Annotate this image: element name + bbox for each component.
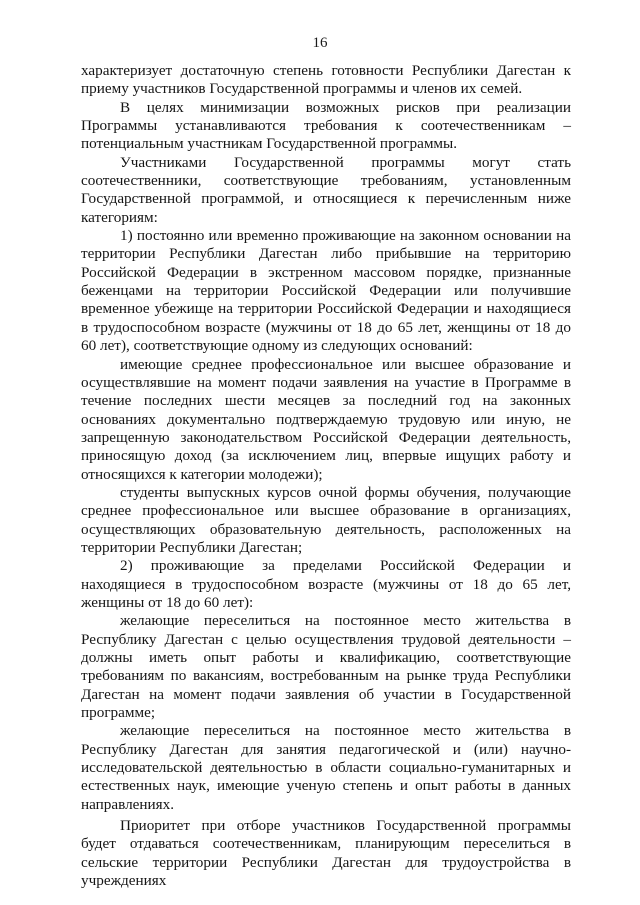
paragraph-8: желающие переселиться на постоянное место жительства в Республику Дагестан с целью осуществления трудовой деятельности – должны иметь опыт работы и квалификацию, соответствующие требованиям по вакансиям, востребованным на рынке труда Республики Дагестан на момент подачи заявления об участии в Государственной программе; bbox=[81, 612, 571, 722]
paragraph-9: желающие переселиться на постоянное место жительства в Республику Дагестан для занятия педагогической и (или) научно-исследовательской деятельностью в области социально-гуманитарных и естественных наук, имеющие ученую степень и опыт работы в данных направлениях. bbox=[81, 722, 571, 813]
paragraph-2: В целях минимизации возможных рисков при реализации Программы устанавливаются требования к соотечественникам – потенциальным участникам Государственной программы. bbox=[81, 98, 571, 153]
paragraph-5: имеющие среднее профессиональное или высшее образование и осуществлявшие на момент подачи заявления на участие в Программе в течение последних шести месяцев за последний год на законных основаниях документально подтверждаемую трудовую или иную, не запрещенную законодательством Российской Федерации деятельность, приносящую доход (за исключением лиц, впервые ищущих работу и относящихся к категории молодежи); bbox=[81, 355, 571, 483]
paragraph-1: характеризует достаточную степень готовности Республики Дагестан к приему участников Государственной программы и членов их семей. bbox=[81, 62, 571, 98]
paragraph-4: 1) постоянно или временно проживающие на законном основании на территории Республики Дагестан либо прибывшие на территорию Российской Федерации в экстренном массовом порядке, признанные беженцами на территории Российской Федерации или получившие временное убежище на территории Российской Федерации и находящиеся в трудоспособном возрасте (мужчины от 18 до 65 лет, женщины от 18 до 60 лет), соответствующие одному из следующих оснований: bbox=[81, 227, 571, 355]
paragraph-10: Приоритет при отборе участников Государственной программы будет отдаваться соотечественникам, планирующим переселиться в сельские территории Республики Дагестан для трудоустройства в учреждениях bbox=[81, 817, 571, 890]
document-body bbox=[81, 62, 571, 890]
paragraph-3: Участниками Государственной программы могут стать соотечественники, соответствующие требованиям, установленным Государственной программой, и относящиеся к перечисленным ниже категориям: bbox=[81, 153, 571, 226]
page-number: 16 bbox=[312, 35, 328, 51]
paragraph-6: студенты выпускных курсов очной формы обучения, получающие среднее профессиональное или высшее образование в организациях, осуществляющих образовательную деятельность, расположенных на территории Республики Дагестан; bbox=[81, 483, 571, 556]
paragraph-7: 2) проживающие за пределами Российской Федерации и находящиеся в трудоспособном возрасте (мужчины от 18 до 65 лет, женщины от 18 до 60 лет): bbox=[81, 557, 571, 611]
